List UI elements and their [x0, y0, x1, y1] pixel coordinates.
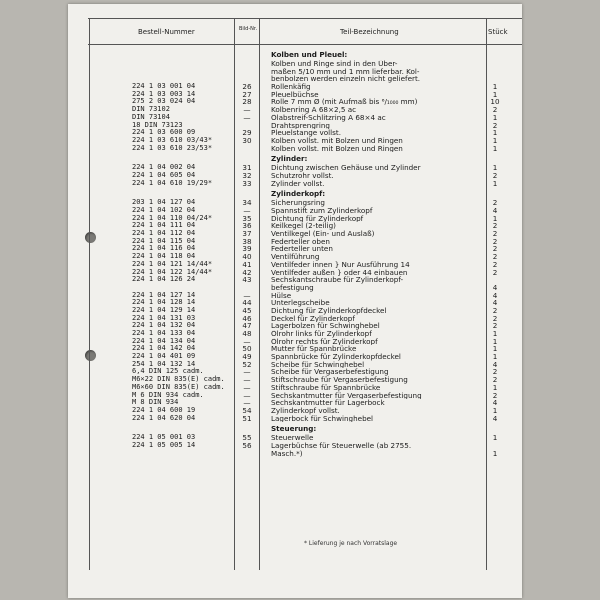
figure-number: 55	[242, 433, 252, 443]
table-row	[68, 415, 522, 423]
part-description: Ölrohr links für Zylinderkopf	[271, 330, 372, 338]
quantity: 4	[492, 398, 498, 408]
part-description: Kolben vollst. mit Bolzen und Ringen	[271, 136, 403, 145]
part-number: 224 1 04 111 04	[132, 221, 196, 230]
figure-number: 38	[242, 236, 252, 246]
figure-number: 42	[242, 267, 252, 277]
quantity: 2	[492, 367, 498, 377]
quantity: 1	[492, 382, 498, 392]
part-description: Deckel für Zylinderkopf	[271, 314, 355, 323]
part-description: Sicherungsring	[271, 199, 325, 208]
part-number: 224 1 04 134 04	[132, 336, 196, 345]
part-number: 224 1 04 102 04	[132, 206, 196, 214]
part-number: 224 1 04 129 14	[132, 305, 196, 314]
part-description: Ölabstreif-Schlitzring A 68×4 ac	[271, 113, 386, 122]
quantity: 2	[492, 305, 498, 315]
figure-number: —	[243, 336, 251, 346]
table-row	[68, 276, 522, 284]
part-description: Sechskantmutter für Lagerbock	[271, 399, 385, 407]
figure-number: 32	[242, 170, 252, 180]
quantity: 2	[492, 198, 498, 208]
figure-number: 47	[242, 321, 252, 331]
header-bestell-nummer: Bestell-Nummer	[138, 28, 195, 36]
part-description: Sechskantmutter für Vergaserbefestigung	[271, 391, 422, 400]
figure-number: 28	[242, 97, 252, 107]
figure-number: —	[243, 112, 251, 122]
section-title: Steuerung:	[271, 424, 317, 434]
part-description: Rolle 7 mm Ø (mit Aufmaß bis ⁶/₁₀₀₀ mm)	[271, 98, 418, 107]
quantity: 1	[492, 89, 498, 99]
part-number: 224 1 03 610 23/53*	[132, 143, 213, 152]
part-description: Spannstift zum Zylinderkopf	[271, 207, 373, 215]
part-number: 224 1 04 112 04	[132, 229, 196, 238]
part-number: 224 1 04 122 14/44*	[132, 267, 213, 276]
figure-number: 54	[242, 405, 252, 415]
part-description: Keilkegel (2-teilig)	[271, 222, 336, 231]
part-description: Sechskantschraube für Zylinderkopf-	[271, 276, 404, 284]
part-number: 224 1 04 132 04	[132, 321, 196, 330]
figure-number: 33	[242, 178, 252, 188]
quantity: 2	[492, 267, 498, 277]
part-number: 224 1 04 620 04	[132, 413, 196, 422]
part-number: 224 1 03 003 14	[132, 89, 196, 98]
quantity: 2	[492, 313, 498, 323]
part-description: Ventilführung	[271, 253, 320, 261]
quantity: 2	[492, 375, 498, 385]
quantity: 10	[490, 97, 500, 107]
quantity: 4	[492, 413, 498, 423]
figure-number: 56	[242, 440, 252, 450]
quantity: 2	[492, 229, 498, 239]
part-description: maßen 5/10 mm und 1 mm lieferbar. Kol-	[271, 67, 420, 76]
header-bild-nr: Bild-Nr.	[238, 26, 258, 32]
part-description: Federteller unten	[271, 245, 333, 254]
part-description: Schutzrohr vollst.	[271, 171, 334, 180]
part-description: Hülse	[271, 291, 292, 300]
part-number: M6×60 DIN 835(E) cadm.	[132, 382, 225, 391]
part-number: 224 1 03 001 04	[132, 82, 196, 91]
part-description: Scheibe für Vergaserbefestigung	[271, 368, 389, 377]
quantity: 1	[492, 352, 498, 362]
part-description: Zylinderkopf vollst.	[271, 406, 340, 415]
part-description: Kolben vollst. mit Bolzen und Ringen	[271, 144, 403, 153]
part-number: 224 1 05 001 03	[132, 433, 196, 442]
quantity: 2	[492, 236, 498, 246]
figure-number: 36	[242, 221, 252, 231]
quantity: 2	[492, 120, 498, 130]
quantity: 2	[492, 221, 498, 231]
figure-number: 34	[242, 198, 252, 208]
part-number: 224 1 04 600 19	[132, 405, 196, 414]
quantity: 1	[492, 163, 498, 173]
part-description: Ventilkegel (Ein- und Auslaß)	[271, 230, 375, 238]
quantity: 1	[492, 128, 498, 138]
quantity: 2	[492, 244, 498, 254]
figure-number: 26	[242, 82, 252, 92]
table-top-rule	[88, 18, 522, 19]
figure-number: 31	[242, 163, 252, 173]
part-number: 224 1 04 131 03	[132, 313, 196, 322]
quantity: 1	[492, 433, 498, 443]
part-number: 224 1 05 005 14	[132, 440, 196, 449]
quantity: 1	[492, 82, 498, 92]
quantity: 1	[492, 135, 498, 145]
figure-number: 45	[242, 305, 252, 315]
part-description: Lagerbolzen für Schwinghebel	[271, 322, 380, 331]
header-teil-bezeichnung: Teil-Bezeichnung	[340, 28, 399, 36]
part-number: 224 1 04 610 19/29*	[132, 178, 213, 187]
part-description: Ölrohr rechts für Zylinderkopf	[271, 337, 378, 346]
part-description: Kolbenring A 68×2,5 ac	[271, 106, 357, 114]
part-description: Stiftschraube für Vergaserbefestigung	[271, 376, 408, 384]
quantity: 2	[492, 259, 498, 269]
figure-number: 44	[242, 298, 252, 308]
part-description: Masch.*)	[271, 449, 303, 458]
figure-number: —	[243, 290, 251, 300]
header-stueck: Stück	[488, 28, 508, 36]
part-number: 224 1 03 600 09	[132, 128, 196, 137]
quantity: 1	[492, 143, 498, 153]
part-description: Ventilfeder innen } Nur Ausführung 14	[271, 260, 410, 269]
part-description: Steuerwelle	[271, 434, 314, 442]
table-row	[68, 450, 522, 458]
part-description: Lagerbock für Schwinghebel	[271, 414, 374, 423]
part-description: Rollenkäfig	[271, 83, 311, 91]
part-description: Dichtung zwischen Gehäuse und Zylinder	[271, 164, 421, 172]
part-description: Pleuelbüchse	[271, 90, 319, 99]
table-row	[68, 60, 522, 68]
quantity: 4	[492, 206, 498, 215]
figure-number: —	[243, 206, 251, 215]
figure-number: —	[243, 105, 251, 115]
figure-number: —	[243, 375, 251, 385]
section-row	[68, 50, 522, 60]
figure-number: 37	[242, 229, 252, 239]
quantity: 1	[492, 448, 498, 458]
part-number: DIN 73104	[132, 112, 170, 121]
figure-number: 50	[242, 344, 252, 354]
part-number: M6×22 DIN 835(E) cadm.	[132, 375, 225, 384]
part-number: 203 1 04 127 04	[132, 198, 196, 207]
quantity: 2	[492, 105, 498, 115]
figure-number: 39	[242, 244, 252, 254]
figure-number: —	[243, 367, 251, 377]
figure-number: 30	[242, 135, 252, 145]
quantity: 2	[492, 390, 498, 400]
quantity: 4	[492, 298, 498, 308]
parts-list-page	[68, 4, 522, 598]
figure-number: —	[243, 390, 251, 400]
table-row	[68, 145, 522, 153]
figure-number: 52	[242, 359, 252, 369]
footnote: * Lieferung je nach Vorratslage	[304, 540, 398, 547]
part-description: befestigung	[271, 283, 314, 292]
part-description: Drahtsprengring	[271, 121, 330, 130]
parts-table	[68, 48, 522, 457]
figure-number: 43	[242, 275, 252, 285]
part-description: Spannbrücke für Zylinderkopfdeckel	[271, 353, 401, 361]
part-number: 224 1 04 605 04	[132, 170, 196, 179]
quantity: 2	[492, 252, 498, 262]
section-title: Zylinder:	[271, 154, 308, 164]
quantity: 4	[492, 282, 498, 292]
figure-number: 49	[242, 352, 252, 362]
part-description: Lagerbüchse für Steuerwelle (ab 2755.	[271, 441, 412, 450]
part-description: Kolben und Ringe sind in den Über-	[271, 60, 398, 68]
part-description: Dichtung für Zylinderkopf	[271, 214, 364, 223]
part-number: 254 1 04 132 14	[132, 359, 196, 368]
part-number: 224 1 03 610 03/43*	[132, 135, 213, 144]
part-number: 224 1 04 110 04/24*	[132, 213, 213, 222]
part-description: Scheibe für Schwinghebel	[271, 360, 365, 369]
quantity: 1	[492, 329, 498, 338]
quantity: 1	[492, 336, 498, 346]
figure-number: 40	[242, 252, 252, 262]
quantity: 2	[492, 170, 498, 180]
figure-number: —	[243, 398, 251, 408]
part-description: Ventilfeder außen } oder 44 einbauen	[271, 268, 408, 277]
quantity: 2	[492, 321, 498, 331]
part-description: Stiftschraube für Spannbrücke	[271, 383, 381, 392]
part-number: 18 DIN 73123	[132, 120, 183, 129]
part-number: 224 1 04 116 04	[132, 244, 196, 253]
figure-number: —	[243, 382, 251, 392]
part-description: Mutter für Spannbrücke	[271, 345, 357, 354]
figure-number: 48	[242, 329, 252, 338]
part-number: 224 1 04 133 04	[132, 329, 196, 337]
part-number: 6,4 DIN 125 cadm.	[132, 367, 204, 376]
part-number: 275 2 03 024 04	[132, 97, 196, 106]
quantity: 1	[492, 405, 498, 415]
figure-number: 29	[242, 128, 252, 138]
part-number: 224 1 04 142 04	[132, 344, 196, 353]
part-description: benbolzen werden einzeln nicht geliefert.	[271, 75, 421, 84]
part-number: M 6 DIN 934 cadm.	[132, 390, 204, 399]
quantity: 1	[492, 112, 498, 122]
header-rule	[88, 44, 522, 45]
quantity: 1	[492, 344, 498, 354]
part-number: 224 1 04 121 14/44*	[132, 259, 213, 268]
section-title: Zylinderkopf:	[271, 189, 326, 199]
part-number: 224 1 04 401 09	[132, 352, 196, 361]
quantity: 4	[492, 290, 498, 300]
part-description: Dichtung für Zylinderkopfdeckel	[271, 306, 387, 315]
part-description: Federteller oben	[271, 237, 330, 246]
part-number: DIN 73102	[132, 105, 170, 114]
table-row	[68, 180, 522, 188]
figure-number: 51	[242, 413, 252, 423]
table-row	[68, 68, 522, 76]
figure-number: 35	[242, 213, 252, 223]
part-number: 224 1 04 126 24	[132, 275, 196, 284]
table-row	[68, 442, 522, 450]
quantity: 4	[492, 359, 498, 369]
part-description: Zylinder vollst.	[271, 179, 325, 188]
section-title: Kolben und Pleuel:	[271, 50, 348, 59]
part-description: Unterlegscheibe	[271, 299, 330, 307]
part-number: 224 1 04 118 04	[132, 252, 196, 261]
part-number: 224 1 04 127 14	[132, 290, 196, 299]
part-number: 224 1 04 128 14	[132, 298, 196, 307]
quantity: 1	[492, 178, 498, 188]
part-description: Pleuelstange vollst.	[271, 129, 342, 137]
part-number: 224 1 04 002 04	[132, 163, 196, 172]
figure-number: 27	[242, 89, 252, 99]
quantity: 1	[492, 213, 498, 223]
figure-number: 46	[242, 313, 252, 323]
part-number: M 8 DIN 934	[132, 398, 179, 407]
figure-number: 41	[242, 259, 252, 269]
part-number: 224 1 04 115 04	[132, 236, 196, 245]
